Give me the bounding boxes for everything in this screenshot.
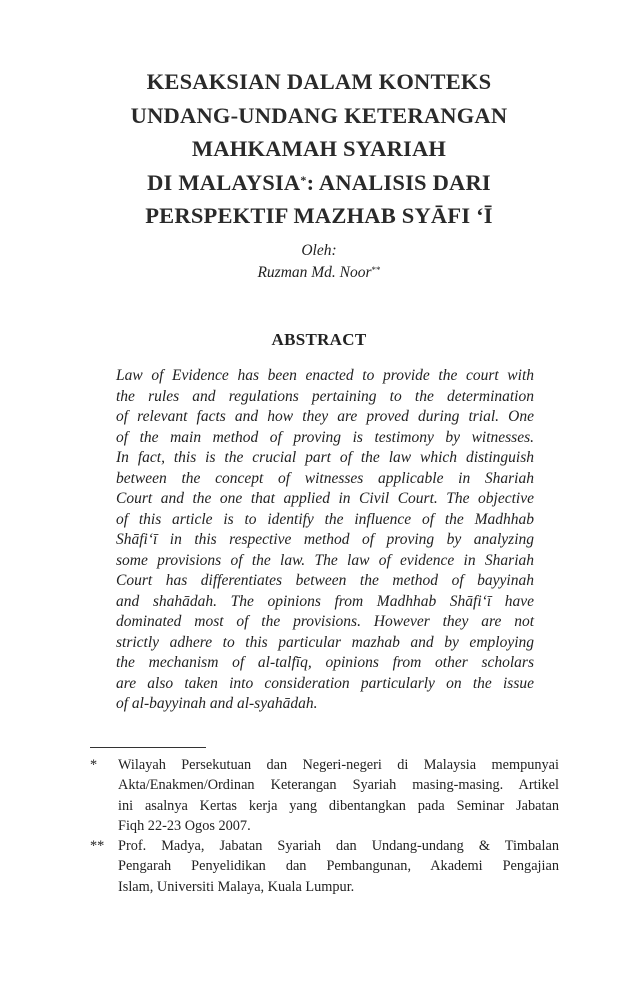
text-line: Akta/Enakmen/Ordinan Keterangan Syariah masing-masing. Artikel [118, 777, 559, 794]
footnote-divider [90, 747, 206, 748]
text-line: are also taken into consideration particularly on the issue [116, 674, 534, 692]
text-line: of the main method of proving is testimony by witnesses. [116, 428, 534, 446]
text-line: of relevant facts and how they are proved during trial. One [116, 408, 534, 425]
text-line: Prof. Madya, Jabatan Syariah dan Undang-undang & Timbalan [118, 838, 559, 854]
text-line: the rules and regulations pertaining to the determination [116, 387, 534, 405]
byline-label: Oleh: [301, 242, 337, 259]
text-line: of al-bayyinah and al-syahādah. [116, 695, 318, 712]
text-line: Law of Evidence has been enacted to provide the court with [116, 367, 534, 384]
title-line [80, 166, 558, 200]
text-line: of this article is to identify the influence of the Madhhab [116, 510, 534, 528]
footnote-text [118, 836, 559, 897]
text-line: dominated most of the provisions. However they are not [116, 613, 534, 630]
footnote-text [118, 755, 559, 836]
text-line: Wilayah Persekutuan dan Negeri-negeri di Malaysia mempunyai [118, 757, 559, 773]
text-line: ini asalnya Kertas kerja yang dibentangkan pada Seminar Jabatan [118, 797, 559, 814]
title-line: UNDANG-UNDANG KETERANGAN [130, 102, 508, 128]
text-line: between the concept of witnesses applicable in Shariah [116, 469, 534, 487]
text-line: some provisions of the law. The law of evidence in Shariah [116, 551, 534, 569]
text-line: In fact, this is the crucial part of the law which distinguish [116, 449, 534, 466]
footnote-mark: ** [90, 838, 105, 854]
title-text: DI MALAYSIA [147, 169, 301, 195]
footnote [90, 755, 559, 837]
footnote-marker[interactable]: ** [371, 265, 381, 275]
text-line: Fiqh 22-23 Ogos 2007. [118, 817, 251, 834]
text-line: Islam, Universiti Malaya, Kuala Lumpur. [118, 878, 355, 895]
abstract-body [116, 366, 534, 715]
text-line: Court and the one that applied in Civil Court. The objective [116, 490, 534, 507]
text-line: and shahādah. The opinions from Madhhab Shāfi‘ī have [116, 592, 534, 610]
title-line: PERSPEKTIF MAZHAB SYĀFI ‘Ī [145, 203, 493, 228]
text-line: Shāfi‘ī in this respective method of proving by analyzing [116, 531, 534, 548]
abstract-heading: ABSTRACT [271, 330, 367, 349]
footnote [90, 836, 559, 898]
title-line: MAHKAMAH SYARIAH [191, 136, 447, 161]
title-text: : ANALISIS DARI [306, 169, 491, 195]
author-name [0, 264, 638, 282]
paper-title [80, 65, 558, 233]
footnote-mark: * [90, 757, 98, 773]
title-line: KESAKSIAN DALAM KONTEKS [146, 69, 492, 94]
text-line: Court has differentiates between the method of bayyinah [116, 572, 534, 589]
text-line: Pengarah Penyelidikan dan Pembangunan, Akademi Pengajian [118, 858, 559, 875]
text-line: the mechanism of al-talfīq, opinions from other scholars [116, 654, 534, 671]
footnote-marker[interactable]: * [300, 172, 307, 187]
author-text: Ruzman Md. Noor [257, 264, 372, 281]
text-line: strictly adhere to this particular mazhab and by employing [116, 633, 534, 651]
